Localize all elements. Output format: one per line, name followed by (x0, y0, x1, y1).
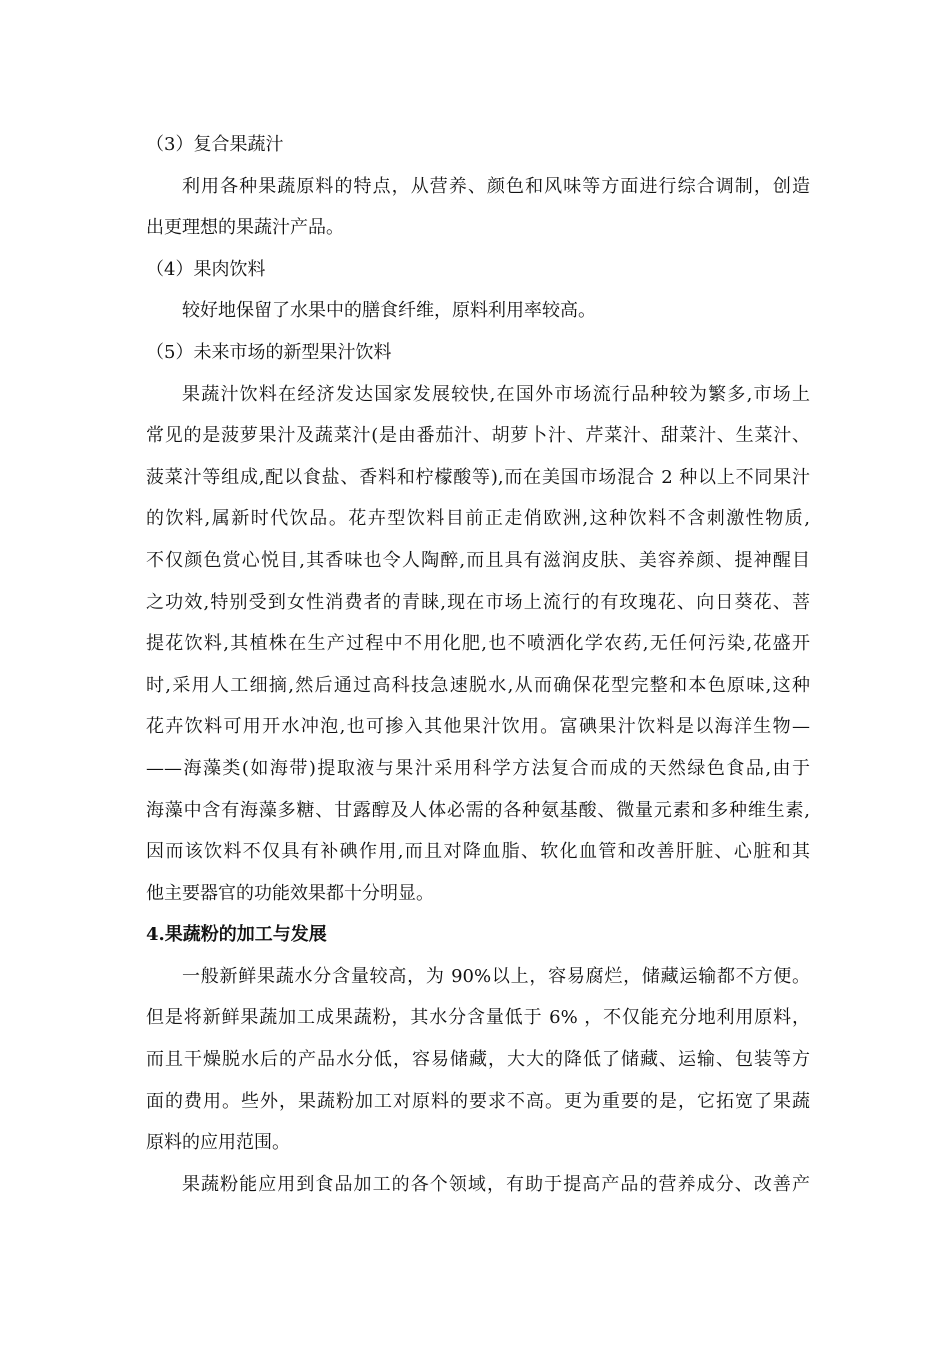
paragraph-line: 之功效,特别受到女性消费者的青睐,现在市场上流行的有玫瑰花、向日葵花、菩 (146, 591, 810, 613)
section-heading-3: （3）复合果蔬汁 (146, 134, 284, 155)
paragraph-line: 果蔬汁饮料在经济发达国家发展较快,在国外市场流行品种较为繁多,市场上 (182, 383, 810, 405)
paragraph-line: 较好地保留了水果中的膳食纤维，原料利用率较高。 (182, 300, 596, 322)
paragraph-line: 菠菜汁等组成,配以食盐、香料和柠檬酸等),而在美国市场混合 2 种以上不同果汁 (146, 466, 810, 488)
paragraph-line: 一般新鲜果蔬水分含量较高，为 90%以上，容易腐烂，储藏运输都不方便。 (182, 965, 810, 987)
section-heading-4: （4）果肉饮料 (146, 258, 266, 280)
paragraph-line: 果蔬粉能应用到食品加工的各个领域，有助于提高产品的营养成分、改善产 (182, 1173, 810, 1195)
paragraph-line: 但是将新鲜果蔬加工成果蔬粉，其水分含量低于 6% ，不仅能充分地利用原料， (146, 1007, 810, 1029)
paragraph-line: 不仅颜色赏心悦目,其香味也令人陶醉,而且具有滋润皮肤、美容养颜、提神醒目 (146, 549, 810, 571)
paragraph-line: 而且干燥脱水后的产品水分低，容易储藏，大大的降低了储藏、运输、包装等方 (146, 1049, 810, 1071)
document-page (146, 124, 810, 1205)
paragraph-line: 花卉饮料可用开水冲泡,也可掺入其他果汁饮用。富碘果汁饮料是以海洋生物— (146, 716, 810, 738)
paragraph-line: 提花饮料,其植株在生产过程中不用化肥,也不喷洒化学农药,无任何污染,花盛开 (146, 633, 810, 655)
section-heading-5: （5）未来市场的新型果汁饮料 (146, 341, 392, 363)
paragraph-line: 利用各种果蔬原料的特点，从营养、颜色和风味等方面进行综合调制，创造 (182, 175, 810, 197)
paragraph-line: 时,采用人工细摘,然后通过高科技急速脱水,从而确保花型完整和本色原味,这种 (146, 674, 810, 696)
paragraph-line: 海藻中含有海藻多糖、甘露醇及人体必需的各种氨基酸、微量元素和多种维生素, (146, 799, 810, 821)
section-title-fruit-vegetable-powder: 4.果蔬粉的加工与发展 (146, 924, 327, 946)
paragraph-line: 原料的应用范围。 (146, 1132, 290, 1154)
paragraph-line: ——海藻类(如海带)提取液与果汁采用科学方法复合而成的天然绿色食品,由于 (146, 757, 810, 779)
paragraph-line: 面的费用。些外，果蔬粉加工对原料的要求不高。更为重要的是，它拓宽了果蔬 (146, 1090, 810, 1112)
paragraph-line: 的饮料,属新时代饮品。花卉型饮料目前正走俏欧洲,这种饮料不含刺激性物质, (146, 508, 810, 530)
paragraph-line: 他主要器官的功能效果都十分明显。 (146, 882, 434, 904)
paragraph-line: 因而该饮料不仅具有补碘作用,而且对降血脂、软化血管和改善肝脏、心脏和其 (146, 841, 810, 863)
paragraph-line: 出更理想的果蔬汁产品。 (146, 217, 344, 239)
paragraph-line: 常见的是菠萝果汁及蔬菜汁(是由番茄汁、胡萝卜汁、芹菜汁、甜菜汁、生菜汁、 (146, 425, 810, 447)
